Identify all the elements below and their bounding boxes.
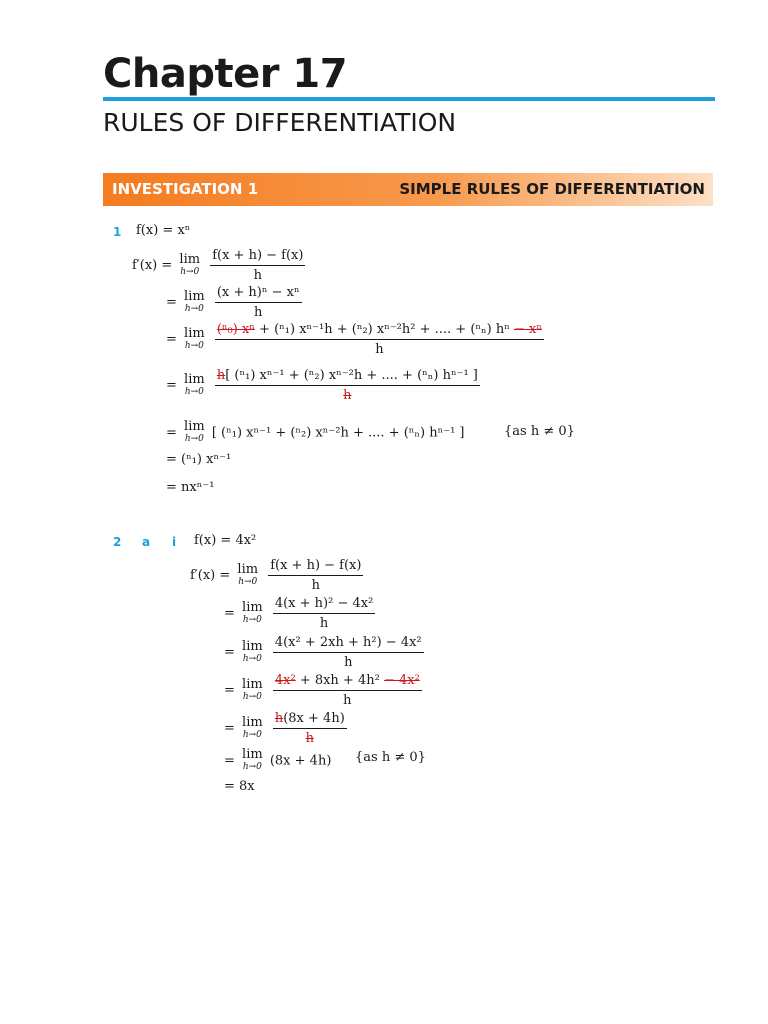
q1-condition-note: {as h ≠ 0} <box>504 424 575 439</box>
q2-step-4: = lim h→0 $\frac{\text{4x² + 8xh + 4h² − 4x²}}{h}$ <box>224 673 420 708</box>
q1-deriv-lhs: f′(x) = <box>132 258 173 273</box>
cancelled-term: − xⁿ <box>513 322 542 337</box>
q1-step-4: = lim h→0 $\frac{\text{h[ (ⁿ₁) xⁿ⁻¹ + (ⁿ₂) xⁿ⁻²h + .... + (ⁿₙ) hⁿ⁻¹ ]}}{h}$ <box>166 368 478 403</box>
fraction: $\frac{\text{4(x² + 2xh + h²) − 4x²}}{h}$ <box>274 635 422 670</box>
q2-step-6: = lim h→0 (8x + 4h) <box>224 747 332 772</box>
limit: lim h→0 <box>242 676 263 702</box>
cancelled-term: h <box>343 388 352 403</box>
limit: lim h→0 <box>242 714 263 740</box>
limit: lim h→0 <box>184 419 205 444</box>
chapter-title: Chapter 17 <box>103 51 348 97</box>
fraction: $\frac{\text{4(x + h)² − 4x²}}{h}$ <box>274 596 374 631</box>
limit: lim h→0 <box>184 325 205 351</box>
q1-function: f(x) = xⁿ <box>136 223 191 238</box>
question-number: 2 <box>113 535 122 549</box>
cancelled-term: h <box>216 368 226 383</box>
q1-step-2: = lim h→0 $\frac{\text{(x + h)ⁿ − xⁿ}}{h}$ <box>166 285 300 320</box>
limit: lim h→0 <box>242 747 263 772</box>
fraction: $\frac{\text{4x² + 8xh + 4h² − 4x²}}{h}$ <box>274 673 420 708</box>
title-rule <box>103 97 715 101</box>
q1-step-5: = lim h→0 [ (ⁿ₁) xⁿ⁻¹ + (ⁿ₂) xⁿ⁻²h + .... + (ⁿₙ) hⁿ⁻¹ ] <box>166 419 465 444</box>
cancelled-term: h <box>305 731 314 746</box>
cancelled-term: (ⁿ₀) xⁿ <box>216 322 255 337</box>
q1-step-3: = lim h→0 $\frac{\text{(ⁿ₀) xⁿ + (ⁿ₁) xⁿ⁻¹h + (ⁿ₂) xⁿ⁻²h² + .... + (ⁿₙ) hⁿ − xⁿ}}{h}$ <box>166 322 542 357</box>
limit: lim h→0 <box>242 638 263 664</box>
cancelled-term: 4x² <box>274 673 296 688</box>
limit: lim h→0 <box>179 251 201 277</box>
cancelled-term: h <box>274 711 284 726</box>
q2-step-5: = lim h→0 $\frac{h(8x + 4h)}{h}$ <box>224 711 345 746</box>
investigation-bar <box>103 173 713 206</box>
fraction: $\frac{h(8x + 4h)}{h}$ <box>274 711 345 746</box>
limit: lim h→0 <box>237 561 259 587</box>
fraction: $\frac{\text{h[ (ⁿ₁) xⁿ⁻¹ + (ⁿ₂) xⁿ⁻²h + .... + (ⁿₙ) hⁿ⁻¹ ]}}{h}$ <box>216 368 478 403</box>
q2-step-7: = 8x <box>224 779 255 794</box>
fraction: $\frac{\text{(ⁿ₀) xⁿ + (ⁿ₁) xⁿ⁻¹h + (ⁿ₂) xⁿ⁻²h² + .... + (ⁿₙ) hⁿ − xⁿ}}{h}$ <box>216 322 542 357</box>
q2-function: f(x) = 4x² <box>194 533 257 548</box>
limit: lim h→0 <box>242 599 263 625</box>
fraction: $\frac{f(x + h) - f(x)}{h}$ <box>212 248 304 283</box>
question-part: a <box>142 535 151 549</box>
question-subpart: i <box>172 535 177 549</box>
fraction: $\frac{\text{(x + h)ⁿ − xⁿ}}{h}$ <box>216 285 300 320</box>
q1-step-6: = (ⁿ₁) xⁿ⁻¹ <box>166 452 232 467</box>
question-number: 1 <box>113 225 122 239</box>
q1-step-1 <box>132 248 308 283</box>
q2-step-3: = lim h→0 $\frac{\text{4(x² + 2xh + h²) − 4x²}}{h}$ <box>224 635 422 670</box>
q2-condition-note: {as h ≠ 0} <box>355 750 426 765</box>
investigation-title: SIMPLE RULES OF DIFFERENTIATION <box>399 180 705 198</box>
limit: lim h→0 <box>184 371 205 397</box>
limit: lim h→0 <box>184 288 205 314</box>
investigation-label: INVESTIGATION 1 <box>112 180 259 198</box>
cancelled-term: − 4x² <box>383 673 420 688</box>
q2-step-1: f′(x) = lim h→0 $\frac{f(x + h) - f(x)}{h}$ <box>190 558 362 593</box>
q1-step-7: = nxⁿ⁻¹ <box>166 480 215 495</box>
fraction: $\frac{f(x + h) - f(x)}{h}$ <box>270 558 362 593</box>
chapter-subtitle: RULES OF DIFFERENTIATION <box>103 108 457 137</box>
q2-step-2: = lim h→0 $\frac{\text{4(x + h)² − 4x²}}{h}$ <box>224 596 374 631</box>
